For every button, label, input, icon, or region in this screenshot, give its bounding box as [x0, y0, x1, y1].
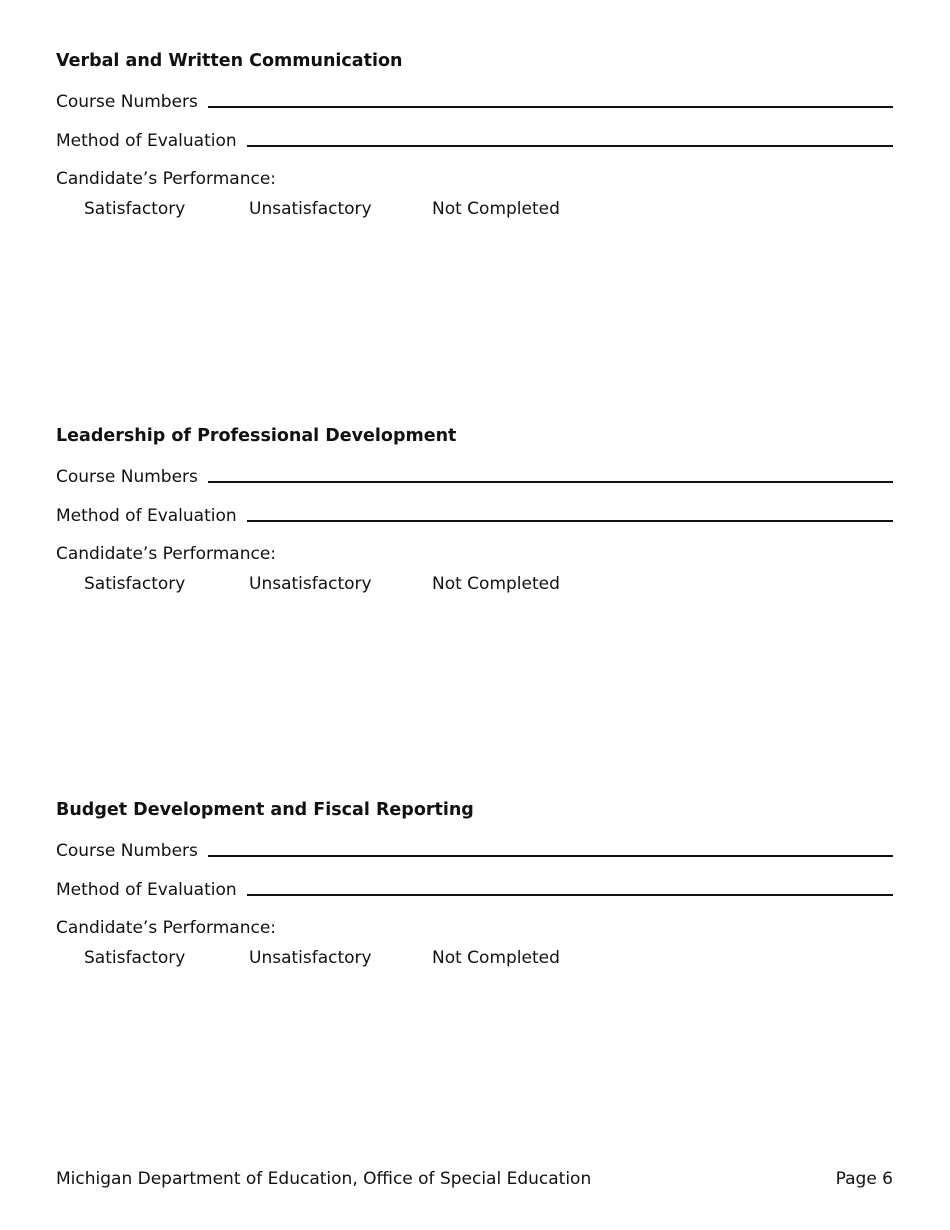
- candidate-performance-label: Candidate’s Performance:: [56, 544, 277, 564]
- option-unsatisfactory[interactable]: Unsatisfactory: [249, 948, 372, 968]
- method-of-evaluation-field[interactable]: [247, 519, 893, 522]
- course-numbers-field[interactable]: [208, 105, 893, 108]
- course-numbers-label: Course Numbers: [56, 92, 198, 112]
- method-of-evaluation-row: [56, 880, 893, 900]
- course-numbers-label: Course Numbers: [56, 841, 198, 861]
- page-number: Page 6: [835, 1169, 893, 1189]
- option-satisfactory[interactable]: Satisfactory: [84, 948, 186, 968]
- candidate-performance-label: Candidate’s Performance:: [56, 918, 277, 938]
- option-not-completed[interactable]: Not Completed: [432, 574, 560, 594]
- option-satisfactory[interactable]: Satisfactory: [84, 574, 186, 594]
- evaluation-section: [56, 800, 893, 1012]
- course-numbers-field[interactable]: [208, 854, 893, 857]
- option-unsatisfactory[interactable]: Unsatisfactory: [249, 574, 372, 594]
- method-of-evaluation-row: [56, 131, 893, 151]
- candidate-performance-label: Candidate’s Performance:: [56, 169, 277, 189]
- method-of-evaluation-row: [56, 506, 893, 526]
- course-numbers-row: [56, 92, 893, 112]
- section-title: Verbal and Written Communication: [56, 51, 403, 71]
- option-satisfactory[interactable]: Satisfactory: [84, 199, 186, 219]
- section-title: Leadership of Professional Development: [56, 426, 457, 446]
- page-footer: [56, 1169, 893, 1189]
- method-of-evaluation-label: Method of Evaluation: [56, 506, 237, 526]
- option-not-completed[interactable]: Not Completed: [432, 948, 560, 968]
- footer-organization: Michigan Department of Education, Office of Special Education: [56, 1169, 592, 1189]
- option-unsatisfactory[interactable]: Unsatisfactory: [249, 199, 372, 219]
- method-of-evaluation-field[interactable]: [247, 144, 893, 147]
- method-of-evaluation-label: Method of Evaluation: [56, 131, 237, 151]
- course-numbers-field[interactable]: [208, 480, 893, 483]
- method-of-evaluation-field[interactable]: [247, 893, 893, 896]
- course-numbers-label: Course Numbers: [56, 467, 198, 487]
- section-title: Budget Development and Fiscal Reporting: [56, 800, 474, 820]
- course-numbers-row: [56, 467, 893, 487]
- method-of-evaluation-label: Method of Evaluation: [56, 880, 237, 900]
- course-numbers-row: [56, 841, 893, 861]
- evaluation-section: [56, 51, 893, 263]
- evaluation-section: [56, 426, 893, 638]
- option-not-completed[interactable]: Not Completed: [432, 199, 560, 219]
